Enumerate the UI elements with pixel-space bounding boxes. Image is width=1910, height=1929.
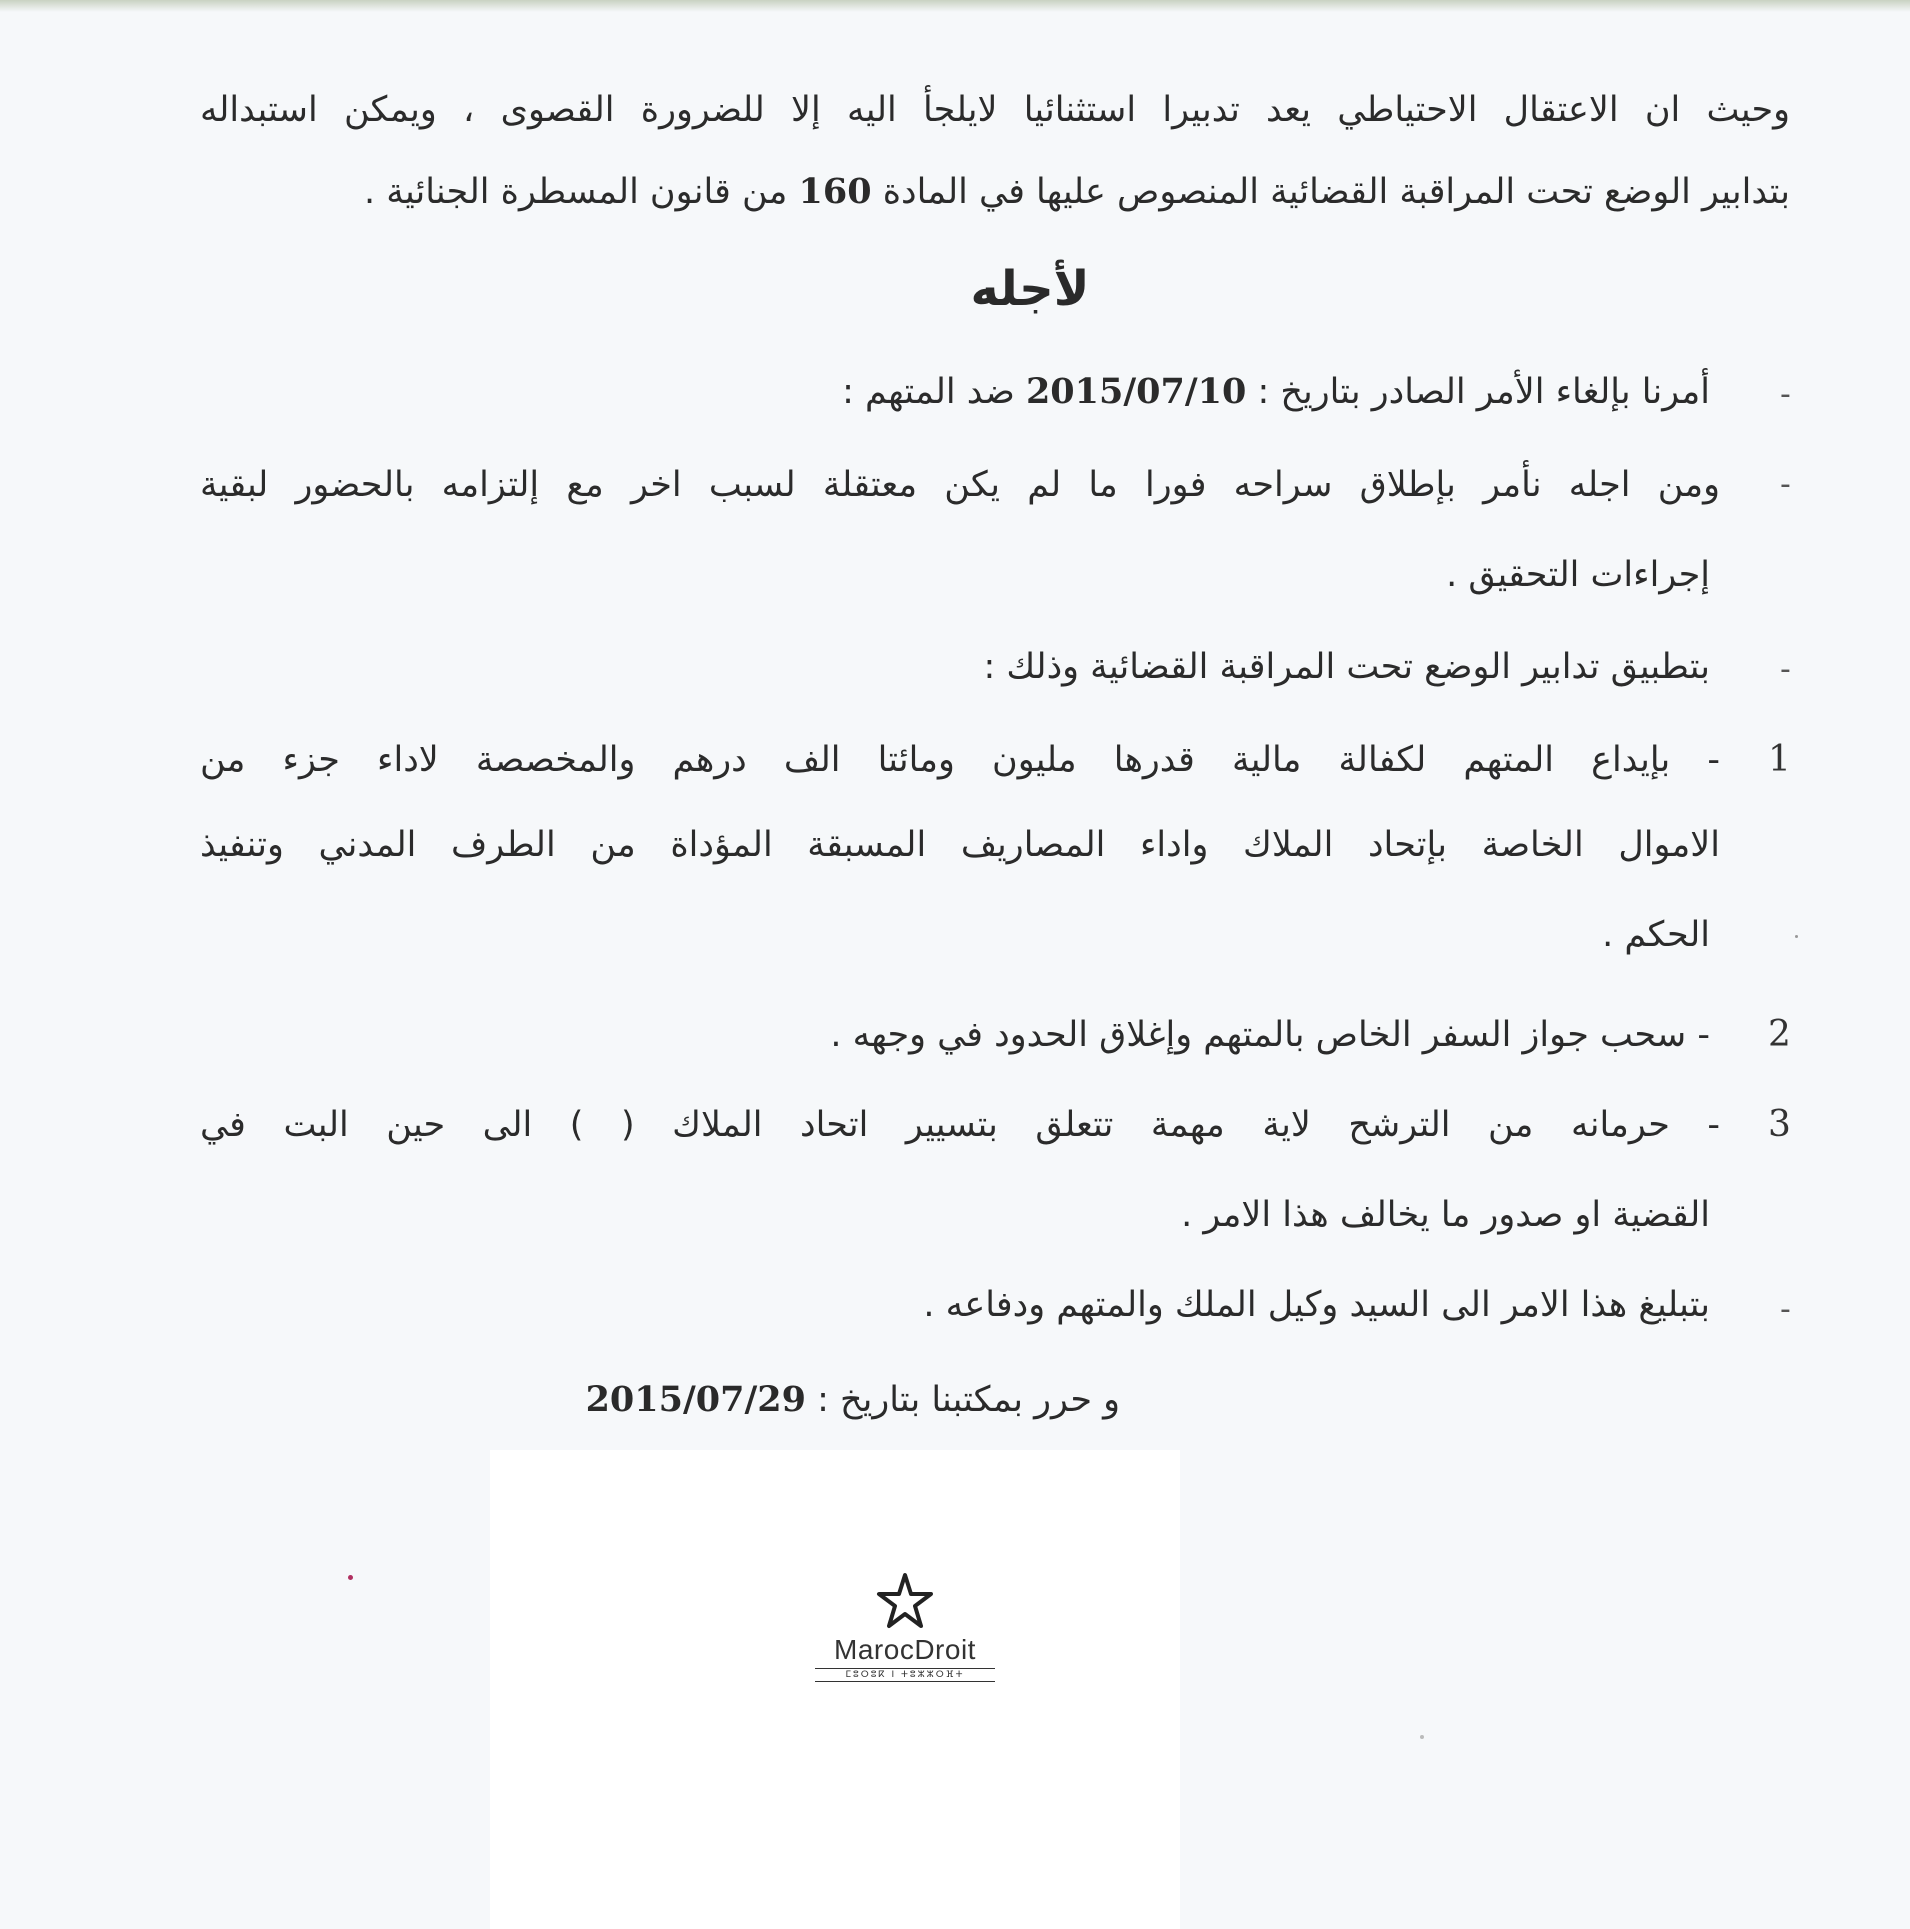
order-item-2-line-2: إجراءات التحقيق . [1446,555,1710,595]
order-item-1 [842,362,1710,422]
intro-line-1: وحيث ان الاعتقال الاحتياطي يعد تدبيرا استثنائيا لايلجأ اليه إلا للضرورة القصوى ، ويمكن استبداله [200,90,1790,130]
measure-1-line-3: الحكم . [1602,915,1710,955]
logo-wordmark: MarocDroit [834,1634,976,1665]
measure-number-1: 1 [1768,739,1791,780]
star-icon [875,1570,935,1630]
notification-line: بتبليغ هذا الامر الى السيد وكيل الملك والمتهم ودفاعه . [923,1285,1710,1325]
scan-speck [1795,935,1798,938]
section-heading: لأجله [970,261,1090,317]
order-item-1-date: 2015/07/10 [1025,371,1247,412]
scan-top-edge [0,0,1910,12]
measure-3-line-2: القضية او صدور ما يخالف هذا الامر . [1181,1195,1710,1235]
signoff-line [586,1370,1120,1430]
intro-line-2-text-a: بتدابير الوضع تحت المراقبة القضائية المنصوص عليها في المادة [871,172,1790,212]
measure-1-line-1: - بإيداع المتهم لكفالة مالية قدرها مليون ومائتا الف درهم والمخصصة لاداء جزء من [200,740,1720,780]
order-item-1-text-a: أمرنا بإلغاء الأمر الصادر بتاريخ : [1246,372,1710,412]
measure-number-2: 2 [1768,1014,1791,1055]
order-item-2-line-1: ومن اجله نأمر بإطلاق سراحه فورا ما لم يكن معتقلة لسبب اخر مع إلتزامه بالحضور لبقية [200,465,1720,505]
scan-speck [348,1575,353,1580]
order-item-1-text-b: ضد المتهم : [842,372,1026,412]
marocdroit-logo [815,1570,995,1720]
signoff-text: و حرر بمكتبنا بتاريخ : [805,1380,1120,1420]
bullet-dash: - [1780,1292,1791,1327]
scan-speck [1420,1735,1424,1739]
measure-1-line-2: الاموال الخاصة بإتحاد الملاك واداء المصاريف المسبقة المؤداة من الطرف المدني وتنفيذ [200,825,1720,865]
measure-3-line-1: - حرمانه من الترشح لاية مهمة تتعلق بتسيير اتحاد الملاك ( ) الى حين البت في [200,1105,1720,1145]
order-item-3: بتطبيق تدابير الوضع تحت المراقبة القضائية وذلك : [983,647,1710,687]
bullet-dash: - [1780,377,1791,412]
intro-line-2-text-b: من قانون المسطرة الجنائية . [363,172,799,212]
measure-number-3: 3 [1768,1104,1791,1145]
bullet-dash: - [1780,467,1791,502]
bullet-dash: - [1780,652,1791,687]
measure-2-line-1: - سحب جواز السفر الخاص بالمتهم وإغلاق الحدود في وجهه . [830,1015,1710,1055]
signoff-date: 2015/07/29 [585,1379,806,1420]
logo-subtitle: ⵎⵓⵔⵓⴽ ⵏ ⵜⵓⵣⵣⵔⴼⵜ [815,1668,995,1682]
article-number: 160 [798,171,872,212]
intro-line-2 [364,162,1790,222]
